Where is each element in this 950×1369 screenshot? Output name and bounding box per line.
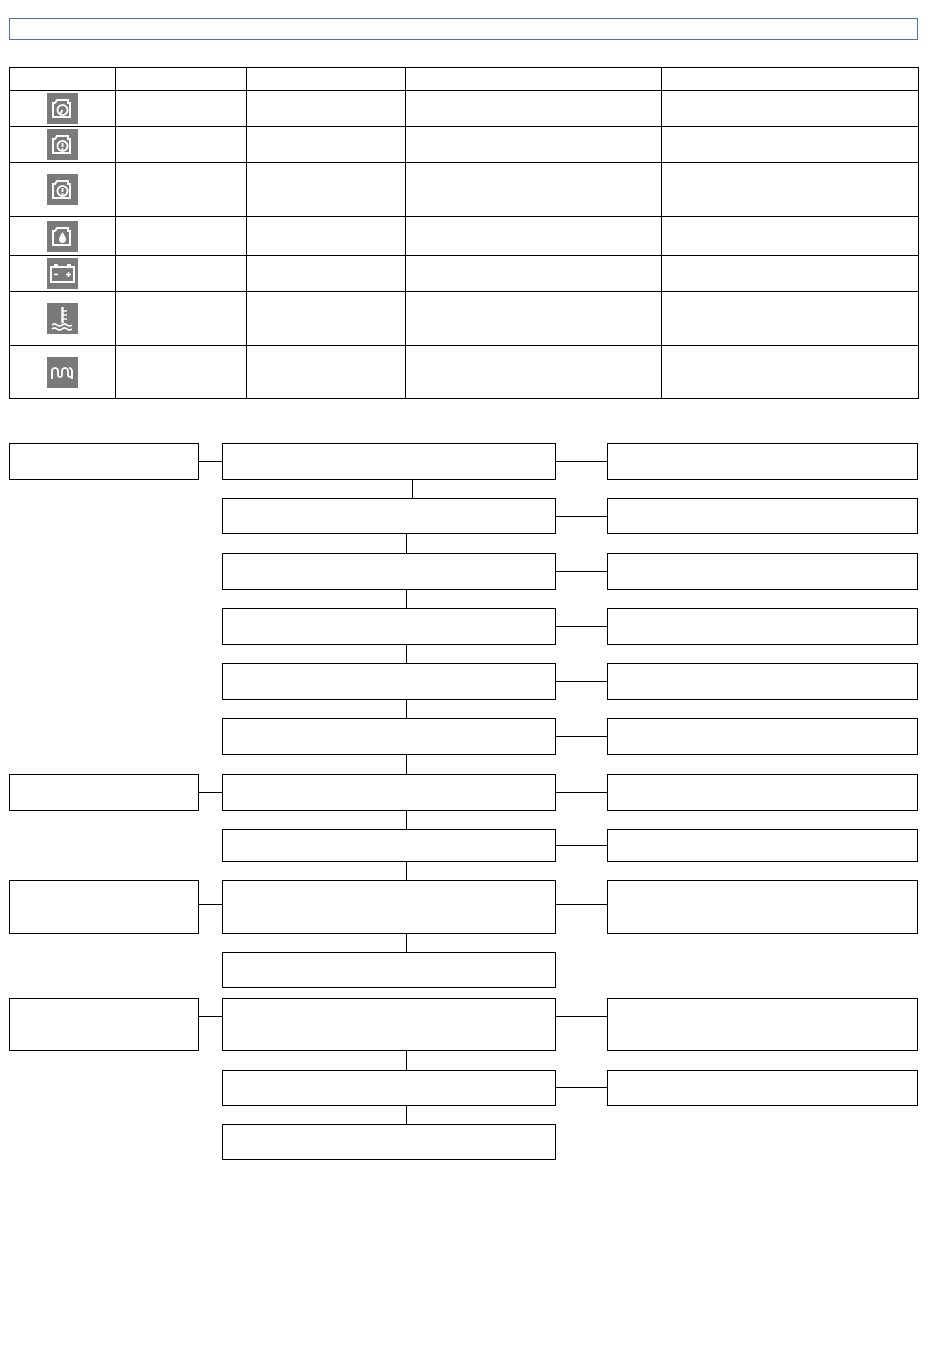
icon-cell <box>10 163 116 217</box>
oil-drop-icon <box>47 221 78 252</box>
table-cell <box>116 292 247 346</box>
table-cell <box>406 91 662 127</box>
connector-line <box>556 516 607 517</box>
table-row <box>10 292 919 346</box>
column-header <box>406 68 662 91</box>
connector-line <box>556 1016 607 1017</box>
flow-step-box <box>222 952 556 988</box>
table-row <box>10 91 919 127</box>
table-cell <box>406 256 662 292</box>
connector-line <box>406 811 407 829</box>
flow-left-box <box>9 880 199 934</box>
table-header-row <box>10 68 919 91</box>
table-cell <box>406 346 662 399</box>
page-title-bar <box>9 18 918 40</box>
flow-step-box <box>222 1124 556 1160</box>
connector-line <box>556 792 607 793</box>
table-cell <box>116 91 247 127</box>
connector-line <box>199 461 222 462</box>
flow-result-box <box>607 498 918 534</box>
connector-line <box>199 792 222 793</box>
table-row <box>10 346 919 399</box>
table-cell <box>406 217 662 256</box>
table-row <box>10 127 919 163</box>
table-cell <box>662 292 919 346</box>
coolant-temperature-icon <box>47 303 78 334</box>
flow-step-box <box>222 498 556 534</box>
connector-line <box>556 681 607 682</box>
connector-line <box>406 1051 407 1070</box>
table-cell <box>247 163 406 217</box>
warning-lights-table <box>9 67 919 399</box>
flow-result-box <box>607 1070 918 1106</box>
connector-line <box>556 845 607 846</box>
connector-line <box>406 934 407 952</box>
flow-step-box <box>222 718 556 755</box>
icon-cell <box>10 346 116 399</box>
flow-step-box <box>222 829 556 862</box>
engine-gauge-icon <box>47 93 78 124</box>
flow-step-box <box>222 880 556 934</box>
engine-warning-icon <box>47 129 78 160</box>
table-cell <box>662 163 919 217</box>
connector-line <box>406 590 407 608</box>
table-cell <box>662 256 919 292</box>
table-cell <box>116 346 247 399</box>
table-cell <box>247 127 406 163</box>
flow-step-box <box>222 553 556 590</box>
icon-cell <box>10 256 116 292</box>
column-header <box>10 68 116 91</box>
table-row <box>10 163 919 217</box>
flow-result-box <box>607 718 918 755</box>
table-cell <box>247 292 406 346</box>
flow-result-box <box>607 880 918 934</box>
table-cell <box>116 217 247 256</box>
connector-line <box>556 1087 607 1088</box>
connector-line <box>199 1016 222 1017</box>
table-cell <box>116 127 247 163</box>
table-cell <box>406 127 662 163</box>
table-row <box>10 217 919 256</box>
flow-step-box <box>222 998 556 1051</box>
connector-line <box>199 904 222 905</box>
column-header <box>116 68 247 91</box>
table-cell <box>247 91 406 127</box>
table-cell <box>116 256 247 292</box>
column-header <box>662 68 919 91</box>
icon-cell <box>10 217 116 256</box>
table-cell <box>406 163 662 217</box>
table-cell <box>116 163 247 217</box>
table-cell <box>247 217 406 256</box>
icon-cell <box>10 127 116 163</box>
glow-plug-icon <box>47 357 78 388</box>
flow-left-box <box>9 443 199 480</box>
flow-result-box <box>607 553 918 590</box>
table-cell <box>247 346 406 399</box>
connector-line <box>556 461 607 462</box>
table-cell <box>662 217 919 256</box>
icon-cell <box>10 292 116 346</box>
connector-line <box>406 862 407 880</box>
flow-step-box <box>222 663 556 700</box>
table-cell <box>662 346 919 399</box>
column-header <box>247 68 406 91</box>
flow-step-box <box>222 443 556 480</box>
flow-step-box <box>222 1070 556 1106</box>
connector-line <box>412 480 413 498</box>
flow-result-box <box>607 663 918 700</box>
flow-left-box <box>9 774 199 811</box>
connector-line <box>406 645 407 663</box>
flow-result-box <box>607 608 918 645</box>
connector-line <box>556 626 607 627</box>
engine-warning-icon <box>47 174 78 205</box>
connector-line <box>406 755 407 774</box>
flow-result-box <box>607 829 918 862</box>
flow-result-box <box>607 443 918 480</box>
battery-icon <box>47 258 78 289</box>
connector-line <box>406 1106 407 1124</box>
connector-line <box>556 571 607 572</box>
table-cell <box>662 91 919 127</box>
table-row <box>10 256 919 292</box>
connector-line <box>406 534 407 553</box>
connector-line <box>556 736 607 737</box>
connector-line <box>406 700 407 718</box>
table-cell <box>406 292 662 346</box>
flow-left-box <box>9 998 199 1051</box>
table-cell <box>247 256 406 292</box>
flow-result-box <box>607 998 918 1051</box>
icon-cell <box>10 91 116 127</box>
table-cell <box>662 127 919 163</box>
flow-result-box <box>607 774 918 811</box>
flow-step-box <box>222 608 556 645</box>
flow-step-box <box>222 774 556 811</box>
connector-line <box>556 904 607 905</box>
